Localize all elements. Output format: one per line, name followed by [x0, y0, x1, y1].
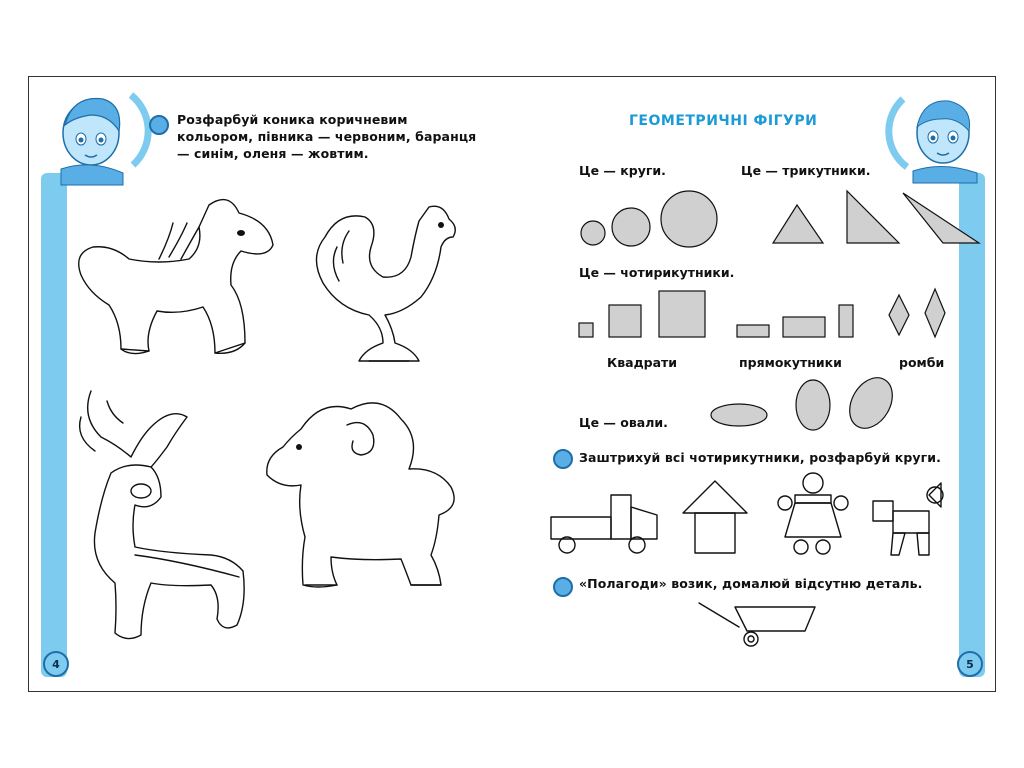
deer-outline	[71, 387, 281, 647]
quads-label: Це — чотирикутники.	[579, 265, 735, 280]
triangles-group	[769, 191, 989, 249]
triangles-label: Це — трикутники.	[741, 163, 871, 178]
horse-outline	[69, 193, 279, 363]
squares-label: Квадрати	[607, 355, 678, 370]
pencil-task-icon-2	[553, 577, 573, 597]
rhombi-label: ромби	[899, 355, 945, 370]
rectangles-label: прямокутники	[739, 355, 842, 370]
cart-drawing	[695, 601, 835, 651]
coloring-task-text: Розфарбуй коника коричневим кольором, півника — червоним, баранця — синім, оленя — жовтим.	[177, 112, 477, 161]
circles-label: Це — круги.	[579, 163, 666, 178]
book-spread	[28, 76, 996, 692]
girl-character-illustration	[43, 85, 143, 185]
ovals-label: Це — овали.	[579, 415, 668, 430]
circles-group	[577, 187, 727, 247]
ovals-group	[709, 377, 899, 437]
page-number-right: 5	[957, 651, 983, 677]
rooster-outline	[309, 197, 469, 377]
ram-outline	[261, 389, 471, 609]
left-side-band	[41, 173, 67, 677]
right-page	[513, 77, 997, 691]
section-title: ГЕОМЕТРИЧНІ ФІГУРИ	[629, 113, 818, 129]
page-number-left: 4	[43, 651, 69, 677]
figure-drawings	[549, 473, 959, 565]
boy-character-illustration	[893, 87, 989, 183]
repair-task-text: «Полагоди» возик, домалюй відсутню деталь.	[579, 576, 923, 591]
pencil-task-icon	[149, 115, 169, 135]
left-page	[29, 77, 513, 691]
quadrilaterals-group	[577, 289, 997, 345]
shading-task-icon	[553, 449, 573, 469]
shading-task-text: Заштрихуй всі чотирикутники, розфарбуй круги.	[579, 450, 942, 465]
